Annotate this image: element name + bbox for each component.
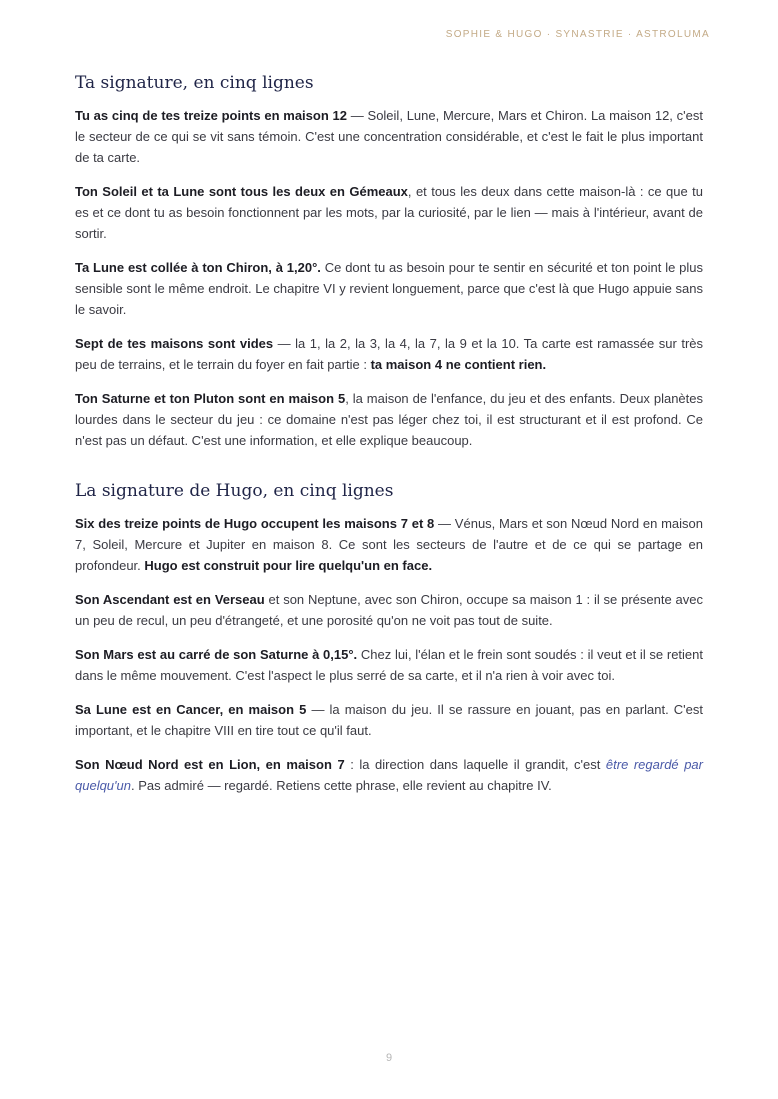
hugo-paragraph-3-lead: Son Mars est au carré de son Saturne à 0,15°. xyxy=(75,647,358,662)
hugo-paragraph-2-text: et son Neptune, avec son Chiron, occupe sa maison 1 : il se présente avec un peu de recul, un peu d'étrangeté, et une porosité qu'on ne voit pas tout de suite. xyxy=(75,592,703,628)
sophie-paragraph-2-text: , et tous les deux dans cette maison-là : ce que tu es et ce dont tu as besoin fonctionnent par les mots, par la curiosité, par le lien — mais à l'intérieur, avant de sortir. xyxy=(75,184,703,241)
hugo-paragraph-3 xyxy=(75,644,703,686)
hugo-paragraph-4-lead: Sa Lune est en Cancer, en maison 5 xyxy=(75,702,307,717)
hugo-paragraph-1-text: — Vénus, Mars et son Nœud Nord en maison 7, Soleil, Mercure et Jupiter en maison 8. Ce sont les secteurs de l'autre et de ce qui se partage en profondeur. xyxy=(75,516,703,573)
hugo-paragraph-5 xyxy=(75,754,703,796)
hugo-paragraph-5-italic-quote: être regardé par quelqu'un xyxy=(75,757,703,793)
hugo-paragraph-1 xyxy=(75,513,703,576)
page-content xyxy=(75,71,703,809)
hugo-paragraph-1-emphasis: Hugo est construit pour lire quelqu'un en face. xyxy=(144,558,433,573)
sophie-paragraph-1-text: — Soleil, Lune, Mercure, Mars et Chiron. La maison 12, c'est le secteur de ce qui se vit sans témoin. C'est une concentration considérable, et c'est le fait le plus important de ta carte. xyxy=(75,108,703,165)
hugo-paragraph-4-text: — la maison du jeu. Il se rassure en jouant, pas en parlant. C'est important, et le chapitre VIII en tire tout ce qu'il faut. xyxy=(75,702,703,738)
sophie-paragraph-3-text: Ce dont tu as besoin pour te sentir en sécurité et ton point le plus sensible sont le même endroit. Le chapitre VI y revient longuement, parce que c'est là que Hugo appuie sans le savoir. xyxy=(75,260,703,317)
sophie-paragraph-5 xyxy=(75,388,703,451)
sophie-paragraph-2-lead: Ton Soleil et ta Lune sont tous les deux en Gémeaux xyxy=(75,184,408,199)
sophie-paragraph-3-lead: Ta Lune est collée à ton Chiron, à 1,20°. xyxy=(75,260,321,275)
section-title-sophie: Ta signature, en cinq lignes xyxy=(75,73,314,93)
sophie-paragraph-3 xyxy=(75,257,703,320)
sophie-paragraph-1-lead: Tu as cinq de tes treize points en maison 12 xyxy=(75,108,347,123)
sophie-paragraph-1 xyxy=(75,105,703,168)
sophie-paragraph-2 xyxy=(75,181,703,244)
sophie-paragraph-4-emphasis: ta maison 4 ne contient rien. xyxy=(370,357,547,372)
hugo-paragraph-4 xyxy=(75,699,703,741)
section-title-hugo: La signature de Hugo, en cinq lignes xyxy=(75,481,394,501)
sophie-paragraph-4-text: — la 1, la 2, la 3, la 4, la 7, la 9 et la 10. Ta carte est ramassée sur très peu de terrains, et le terrain du foyer en fait partie : xyxy=(75,336,704,372)
page-number: 9 xyxy=(385,1052,393,1064)
sophie-paragraph-4-lead: Sept de tes maisons sont vides xyxy=(75,336,274,351)
sophie-paragraph-5-text: , la maison de l'enfance, du jeu et des enfants. Deux planètes lourdes dans le secteur du jeu : ce domaine n'est pas léger chez toi, il est structurant et il est profond. Ce n'est pas un défaut. C'est une information, et elle explique beaucoup. xyxy=(75,391,704,448)
hugo-paragraph-5-lead: Son Nœud Nord est en Lion, en maison 7 xyxy=(75,757,345,772)
running-head: SOPHIE & HUGO · SYNASTRIE · ASTROLUMA xyxy=(445,29,710,40)
hugo-paragraph-2 xyxy=(75,589,703,631)
sophie-paragraph-4 xyxy=(75,333,703,375)
hugo-paragraph-1-lead: Six des treize points de Hugo occupent les maisons 7 et 8 xyxy=(75,516,435,531)
sophie-paragraph-5-lead: Ton Saturne et ton Pluton sont en maison 5 xyxy=(75,391,346,406)
hugo-paragraph-5-text-end: . Pas admiré — regardé. Retiens cette phrase, elle revient au chapitre IV. xyxy=(130,778,552,793)
hugo-paragraph-3-text: Chez lui, l'élan et le frein sont soudés : il veut et il se retient dans le même mouvement. C'est l'aspect le plus serré de sa carte, et il n'a rien à voir avec toi. xyxy=(75,647,704,683)
hugo-paragraph-2-lead: Son Ascendant est en Verseau xyxy=(75,592,265,607)
hugo-paragraph-5-text: : la direction dans laquelle il grandit, c'est xyxy=(344,757,606,772)
